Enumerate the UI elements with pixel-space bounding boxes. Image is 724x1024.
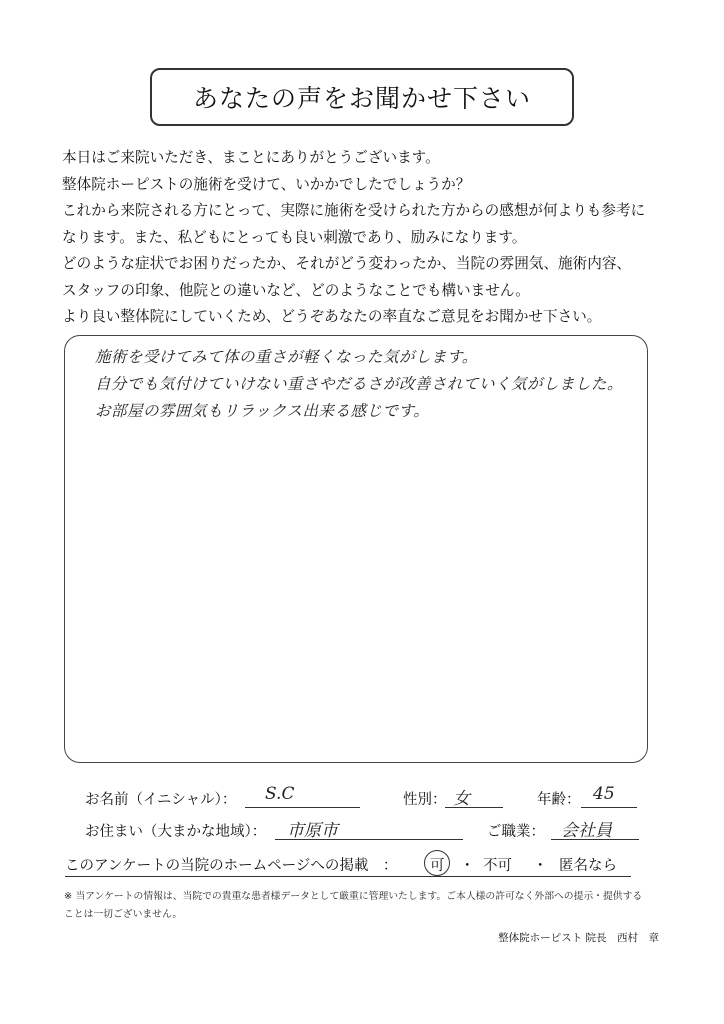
intro-paragraph [62, 145, 672, 331]
consent-label: このアンケートの当院のホームページへの掲載 ： [65, 858, 398, 874]
comment-line: 施術を受けてみて体の重さが軽くなった気がします。 [95, 348, 478, 366]
form-row-name [85, 786, 645, 814]
consent-option-anonymous[interactable]: 匿名なら [559, 858, 617, 874]
address-label: お住まい（大まかな地域）： [85, 824, 267, 840]
intro-line: 整体院ホーピストの施術を受けて、いかかでしたでしょうか？ [62, 175, 471, 193]
consent-option-deny[interactable]: 不可 [483, 858, 512, 874]
gender-value: 女 [453, 789, 470, 809]
comment-box [64, 335, 648, 763]
comment-line: お部屋の雰囲気もリラックス出来る感じです。 [95, 402, 430, 420]
clinic-signature: 整体院ホーピスト 院長 西村 章 [498, 932, 659, 944]
gender-label: 性別： [403, 792, 447, 808]
consent-option-allow[interactable]: 可 [430, 858, 445, 874]
job-label: ご職業： [487, 824, 545, 840]
footnote-line: ※ 当アンケートの情報は、当院での貴重な患者様データとして厳重に管理いたします。ご本人様の許可なく外部への提示・提供する [64, 891, 643, 902]
address-value: 市原市 [287, 821, 338, 841]
title-box [150, 68, 574, 126]
intro-line: これから来院される方にとって、実際に施術を受けられた方からの感想が何よりも参考に [62, 202, 646, 219]
name-underline [245, 807, 360, 808]
consent-underline [65, 876, 631, 877]
address-underline [275, 839, 463, 840]
age-value: 45 [593, 784, 615, 804]
intro-line: どのような症状でお困りだったか、それがどう変わったか、当院の雰囲気、施術内容、 [62, 255, 632, 272]
comment-line: 自分でも気付けていけない重さやだるさが改善されていく気がしました。 [95, 375, 624, 393]
separator-dot: ・ [533, 858, 548, 874]
privacy-footnote [64, 888, 664, 924]
handwritten-comment [95, 344, 655, 425]
page-title: あなたの声をお聞かせ下さい [192, 84, 531, 113]
intro-line: 本日はご来院いただき、まことにありがとうございます。 [62, 149, 440, 166]
name-value: S.C [265, 784, 295, 804]
separator-dot: ・ [460, 858, 475, 874]
intro-line: なります。また、私どもにとっても良い刺激であり、励みになります。 [62, 228, 527, 246]
age-underline [581, 807, 637, 808]
gender-underline [445, 807, 503, 808]
form-row-address [85, 818, 645, 846]
footnote-line: ことは一切ございません。 [64, 909, 183, 920]
age-label: 年齢： [537, 792, 581, 808]
form-row-consent [65, 852, 645, 880]
intro-line: スタッフの印象、他院との違いなど、どのようなことでも構いません。 [62, 281, 530, 299]
name-label: お名前（イニシャル）： [85, 792, 237, 808]
job-value: 会社員 [561, 821, 612, 841]
job-underline [551, 839, 639, 840]
intro-line: より良い整体院にしていくため、どうぞあなたの率直なご意見をお聞かせ下さい。 [62, 308, 602, 325]
